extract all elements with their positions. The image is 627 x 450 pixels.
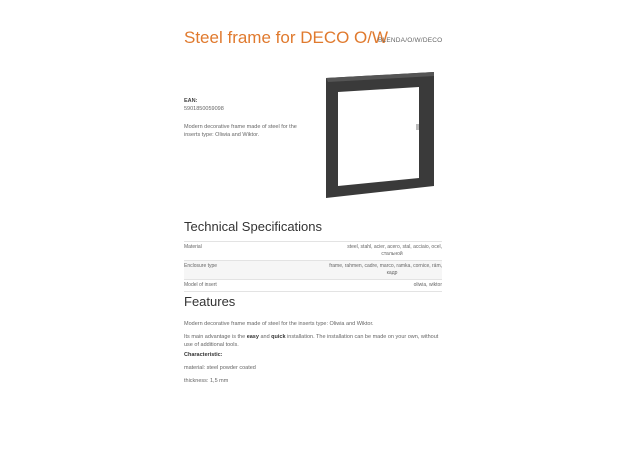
short-description: Modern decorative frame made of steel for the inserts type: Oliwia and Wiktor. bbox=[184, 124, 297, 138]
ean-label: EAN: bbox=[184, 98, 198, 104]
table-row bbox=[184, 260, 442, 279]
material-line: material: steel powder coated bbox=[184, 365, 256, 371]
features-text: Its main advantage is the bbox=[184, 334, 247, 340]
table-row bbox=[184, 279, 442, 292]
ean-value: 5901850059098 bbox=[184, 106, 224, 112]
spec-value-text: frame, rahmen, cadre, marco, ramka, cornice, rám, bbox=[329, 263, 442, 269]
features-line-1: Modern decorative frame made of steel for the inserts type: Oliwia and Wiktor. bbox=[184, 321, 374, 327]
features-heading: Features bbox=[184, 294, 236, 309]
spec-value-text: oliwia, wiktor bbox=[413, 282, 442, 288]
spec-value-text-2: стальной bbox=[381, 251, 403, 257]
features-easy: easy bbox=[246, 334, 259, 340]
spec-key: Enclosure type bbox=[184, 263, 218, 269]
spec-value bbox=[302, 244, 442, 258]
steel-frame-image bbox=[318, 70, 442, 200]
features-text: and bbox=[258, 334, 272, 340]
product-image bbox=[318, 70, 442, 200]
spec-value-text-2: кадр bbox=[386, 270, 398, 276]
features-quick: quick bbox=[271, 334, 286, 340]
product-title: Steel frame for DECO O/W bbox=[184, 28, 389, 47]
table-row bbox=[184, 241, 442, 260]
specs-table bbox=[184, 241, 442, 292]
spec-value-text: steel, stahl, acier, acero, stal, acciaio, ocel, bbox=[347, 244, 442, 250]
spec-value bbox=[302, 263, 442, 277]
features-text: installation. The installation can be made on your own, without use of additional tools. bbox=[184, 334, 439, 348]
characteristic-label: Characteristic: bbox=[184, 352, 223, 358]
technical-specifications-heading: Technical Specifications bbox=[184, 219, 323, 234]
thickness-line: thickness: 1,5 mm bbox=[184, 378, 229, 384]
spec-key: Material bbox=[184, 244, 202, 250]
features-line-2 bbox=[184, 333, 444, 349]
product-sku: BLENDA/O/W/DECO bbox=[378, 37, 443, 44]
spec-value bbox=[302, 282, 442, 289]
spec-key: Model of insert bbox=[184, 282, 217, 288]
